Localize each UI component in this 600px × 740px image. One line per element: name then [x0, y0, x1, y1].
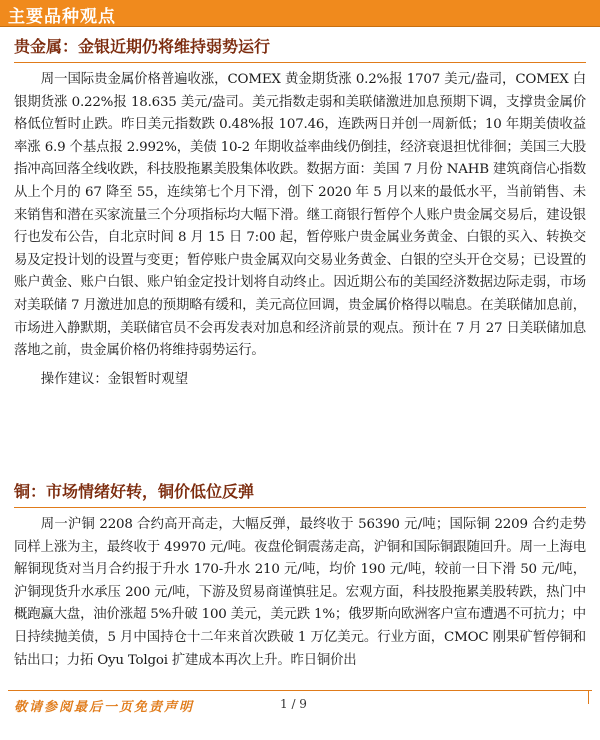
section-copper — [14, 479, 586, 674]
section-divider — [14, 507, 586, 508]
body-paragraph: 周一沪铜 2208 合约高开高走，大幅反弹，最终收于 56390 元/吨；国际铜 2209 合约走势同样上涨为主，最终收于 49970 元/吨。夜盘伦铜震荡走高，沪铜和国际铜跟随回升。周一上海电解铜现货对当月合约报于升水 170-升水 210 元/吨，均价 190 元/吨，较前一日下滑 50 元/吨，沪铜现货升水承压 200 元/吨，下游及贸易商谨慎驻足。宏观方面，科技股拖累美股转跌，热门中概跑赢大盘，油价涨超 5%升破 100 美元，美元跌 1%；俄罗斯向欧洲客户宣布遭遇不可抗力；中日持续抛美债，5 月中国持仓十二年来首次跌破 1 万亿美元。行业方面，CMOC 刚果矿暂停铜和钴出口；力拓 Oyu Tolgoi 扩建成本再次上升。昨日铜价出 — [14, 517, 586, 668]
banner-title: 主要品种观点 — [8, 7, 116, 27]
page-number: 1 / 9 — [280, 697, 307, 711]
body-paragraph: 周一国际贵金属价格普遍收涨，COMEX 黄金期货涨 0.2%报 1707 美元/盎司，COMEX 白银期货涨 0.22%报 18.635 美元/盎司。美元指数走弱和美联储激进加息预期下调，支撑贵金属价格低位暂时止跌。昨日美元指数跌 0.48%报 107.46，连跌两日并创一周新低；10 年期美债收益率涨 6.9 个基点报 2.992%，美债 10-2 年期收益率曲线仍倒挂，经济衰退担忧徘徊；美国三大股指冲高回落全线收跌，科技股拖累美股集体收跌。数据方面：美国 7 月份 NAHB 建筑商信心指数从上个月的 67 降至 55，连续第七个月下滑，创下 2020 年 5 月以来的最低水平，当前销售、未来销售和潜在买家流量三个分项指标均大幅下滑。继工商银行暂停个人账户贵金属交易后，建设银行也发布公告，自北京时间 8 月 15 日 7:00 起，暂停账户贵金属业务黄金、白银的买入、转换交易及定投计划的设置与变更；暂停账户贵金属双向交易业务黄金、白银的空头开仓交易；已设置的账户黄金、账户白银、账户铂金定投计划将自动终止。因近期公布的美国经济数据边际走弱，市场对美联储 7 月激进加息的预期略有缓和，美元高位回调，贵金属价格得以喘息。在美联储加息前，市场进入静默期，美联储官员不会再发表对加息和经济前景的观点。预计在 7 月 27 日美联储加息落地之前，贵金属价格仍将维持弱势运行。 — [14, 72, 586, 359]
footer-disclaimer: 敬请参阅最后一页免责声明 — [14, 700, 195, 715]
section-divider — [14, 62, 586, 63]
footer-divider — [8, 690, 592, 691]
section-banner — [0, 0, 600, 27]
section-heading: 铜：市场情绪好转，铜价低位反弹 — [14, 482, 255, 501]
operation-advice: 操作建议：金银暂时观望 — [40, 371, 189, 387]
footer-corner-mark — [588, 690, 593, 704]
section-precious-metals — [14, 34, 586, 391]
section-heading: 贵金属：金银近期仍将维持弱势运行 — [14, 37, 271, 56]
